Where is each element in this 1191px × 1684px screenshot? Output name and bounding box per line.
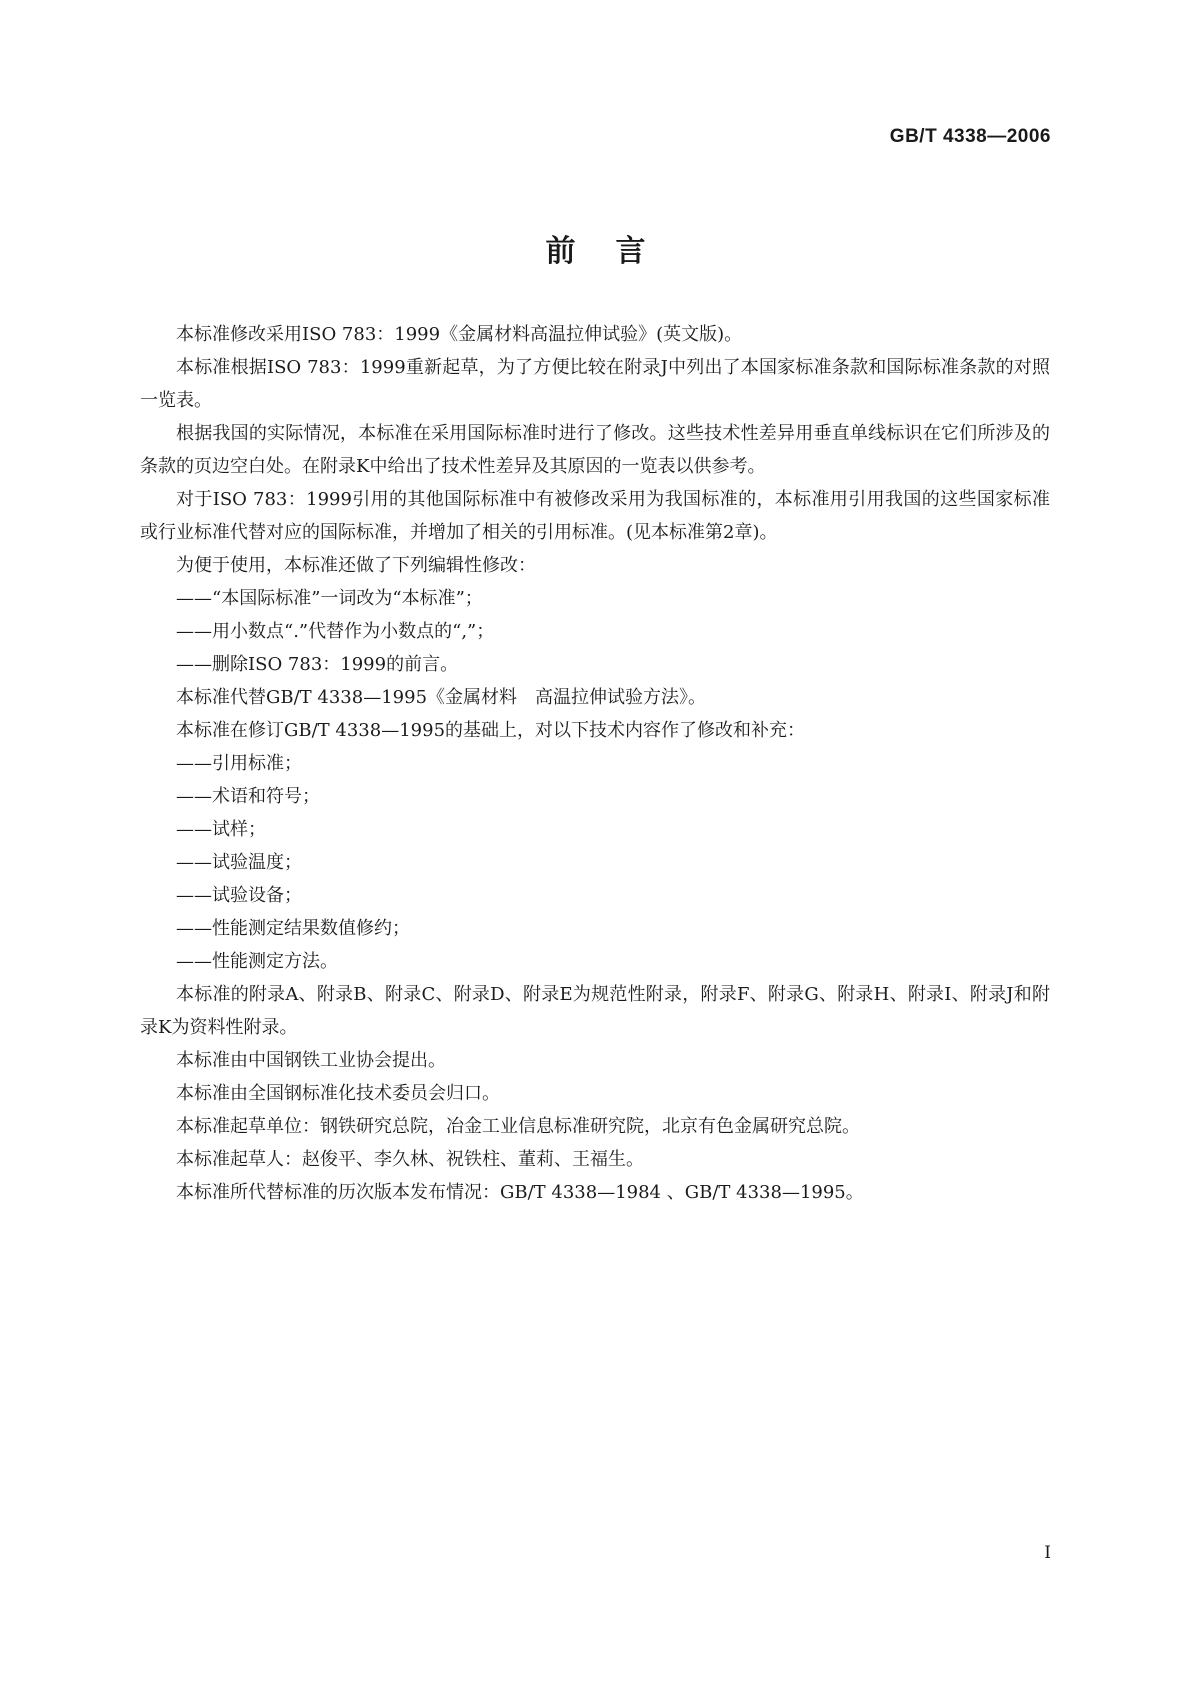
paragraph: 本标准根据ISO 783：1999重新起草，为了方便比较在附录J中列出了本国家标准条款和国际标准条款的对照一览表。	[140, 357, 1050, 411]
paragraph: 根据我国的实际情况，本标准在采用国际标准时进行了修改。这些技术性差异用垂直单线标识在它们所涉及的条款的页边空白处。在附录K中给出了技术性差异及其原因的一览表以供参考。	[140, 423, 1050, 477]
standard-code: GB/T 4338—2006	[889, 126, 1051, 147]
list-item: ——性能测定方法。	[176, 951, 338, 972]
paragraph: 本标准由中国钢铁工业协会提出。	[176, 1050, 446, 1071]
paragraph: 本标准代替GB/T 4338—1995《金属材料 高温拉伸试验方法》。	[176, 687, 707, 708]
list-item: ——性能测定结果数值修约；	[176, 918, 410, 939]
page-title: 前言	[545, 234, 686, 269]
list-item: ——“本国际标准”一词改为“本标准”；	[176, 588, 483, 609]
paragraph: 本标准在修订GB/T 4338—1995的基础上，对以下技术内容作了修改和补充：	[176, 720, 806, 741]
list-item: ——用小数点“.”代替作为小数点的“,”；	[176, 621, 495, 642]
foreword-body	[140, 318, 1050, 1209]
paragraph: 本标准起草人：赵俊平、李久林、祝铁柱、董莉、王福生。	[176, 1149, 644, 1170]
list-item: ——试验温度；	[176, 852, 302, 873]
list-item: ——试验设备；	[176, 885, 302, 906]
list-item: ——引用标准；	[176, 753, 302, 774]
paragraph: 为便于使用，本标准还做了下列编辑性修改：	[176, 555, 536, 576]
paragraph: 对于ISO 783：1999引用的其他国际标准中有被修改采用为我国标准的，本标准用引用我国的这些国家标准或行业标准代替对应的国际标准，并增加了相关的引用标准。(见本标准第2章)。	[140, 489, 1050, 543]
paragraph: 本标准的附录A、附录B、附录C、附录D、附录E为规范性附录，附录F、附录G、附录H、附录I、附录J和附录K为资料性附录。	[140, 984, 1050, 1038]
paragraph: 本标准起草单位：钢铁研究总院，冶金工业信息标准研究院，北京有色金属研究总院。	[176, 1116, 860, 1137]
paragraph: 本标准修改采用ISO 783：1999《金属材料高温拉伸试验》(英文版)。	[176, 324, 743, 345]
list-item: ——术语和符号；	[176, 786, 320, 807]
list-item: ——试样；	[176, 819, 266, 840]
paragraph: 本标准由全国钢标准化技术委员会归口。	[176, 1083, 500, 1104]
list-item: ——删除ISO 783：1999的前言。	[176, 654, 459, 675]
paragraph: 本标准所代替标准的历次版本发布情况：GB/T 4338—1984 、GB/T 4338—1995。	[176, 1182, 864, 1203]
page-number: I	[1044, 1543, 1051, 1563]
